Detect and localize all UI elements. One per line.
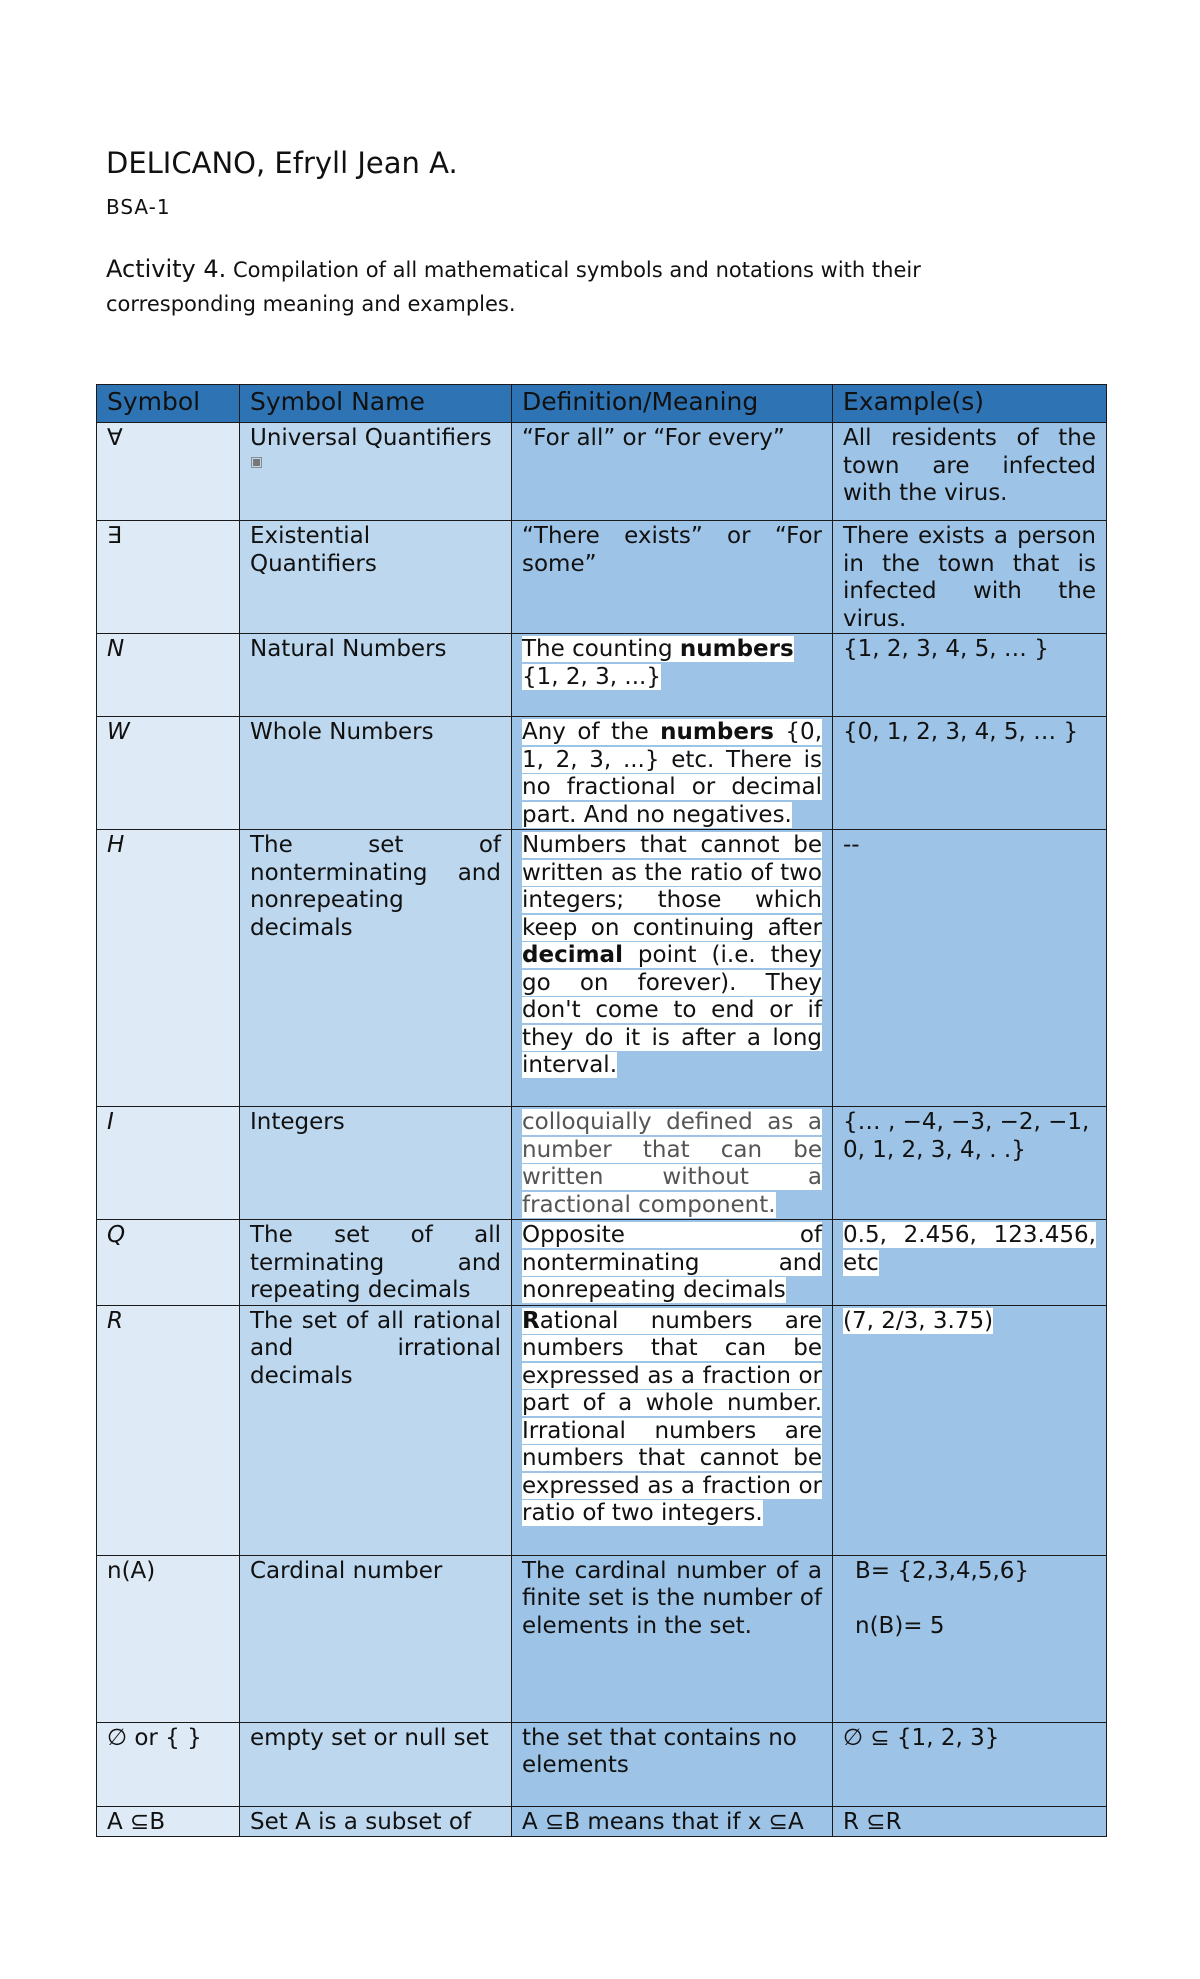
example-text: 0.5, 2.456, 123.456, etc xyxy=(843,1222,1096,1276)
table-row xyxy=(97,521,1107,634)
table-row xyxy=(97,1722,1107,1806)
cell-definition xyxy=(512,717,833,830)
cell-symbol-name: empty set or null set xyxy=(240,1722,512,1806)
activity-label: Activity 4. xyxy=(106,255,227,283)
cell-example: All residents of the town are infected with the virus. xyxy=(833,423,1107,521)
cell-symbol: A ⊆B xyxy=(97,1806,240,1837)
definition-part: ational numbers are numbers that can be expressed as a fraction or part of a whole number. Irrational numbers are numbers that cannot be expressed as a fraction or ratio of two integers. xyxy=(522,1307,822,1526)
definition-part: {1, 2, 3, ...} xyxy=(522,663,661,690)
cell-symbol-name: The set of all terminating and repeating decimals xyxy=(240,1220,512,1306)
cell-symbol: Q xyxy=(97,1220,240,1306)
cell-example xyxy=(833,1305,1107,1555)
cell-symbol-name: Integers xyxy=(240,1107,512,1220)
definition-text: colloquially defined as a number that can be written without a fractional component. xyxy=(522,1109,822,1218)
definition-bold: decimal xyxy=(522,942,623,968)
header-examples: Example(s) xyxy=(833,385,1107,423)
header-definition: Definition/Meaning xyxy=(512,385,833,423)
cell-definition: The cardinal number of a finite set is the number of elements in the set. xyxy=(512,1555,833,1722)
cell-symbol-name xyxy=(240,423,512,521)
cell-symbol: R xyxy=(97,1305,240,1555)
cell-definition: A ⊆B means that if x ⊆A xyxy=(512,1806,833,1837)
cell-symbol-name: Cardinal number xyxy=(240,1555,512,1722)
cell-example: {1, 2, 3, 4, 5, … } xyxy=(833,634,1107,717)
symbols-table xyxy=(96,384,1107,1837)
cell-symbol: n(A) xyxy=(97,1555,240,1722)
definition-bold: R xyxy=(522,1307,540,1334)
cell-definition xyxy=(512,1220,833,1306)
table-row xyxy=(97,830,1107,1107)
cell-definition xyxy=(512,1107,833,1220)
cell-symbol: N xyxy=(97,634,240,717)
cell-definition: the set that contains no elements xyxy=(512,1722,833,1806)
cell-example: R ⊆R xyxy=(833,1806,1107,1837)
cell-example xyxy=(833,1220,1107,1306)
table-row xyxy=(97,1305,1107,1555)
cell-symbol-name: Set A is a subset of xyxy=(240,1806,512,1837)
table-row xyxy=(97,423,1107,521)
cell-symbol-name-text: Universal Quantifiers xyxy=(250,425,492,451)
cell-definition: “For all” or “For every” xyxy=(512,423,833,521)
activity-instructions xyxy=(106,252,986,321)
cell-definition: “There exists” or “For some” xyxy=(512,521,833,634)
table-row xyxy=(97,1107,1107,1220)
definition-part: {0, 1, 2, 3, ...} etc. There is no fractional or decimal part. And no negatives. xyxy=(522,719,823,828)
cell-example xyxy=(833,1555,1107,1722)
student-course: BSA-1 xyxy=(106,194,171,219)
example-line: n(B)= 5 xyxy=(855,1612,945,1639)
header-symbol-name: Symbol Name xyxy=(240,385,512,423)
cell-symbol: ∃ xyxy=(97,521,240,634)
cell-symbol: ∅ or { } xyxy=(97,1722,240,1806)
table-row xyxy=(97,717,1107,830)
definition-part: The counting xyxy=(522,636,680,662)
definition-part: point (i.e. they go on forever). They don't come to end or if they do it is after a long interval. xyxy=(522,942,822,1078)
cell-definition xyxy=(512,634,833,717)
cell-symbol-name: Whole Numbers xyxy=(240,717,512,830)
table-row xyxy=(97,1806,1107,1837)
table-row xyxy=(97,1555,1107,1722)
cell-example: {… , −4, −3, −2, −1, 0, 1, 2, 3, 4, . .} xyxy=(833,1107,1107,1220)
table-header-row xyxy=(97,385,1107,423)
definition-bold: numbers xyxy=(660,719,774,745)
cell-symbol-name: Natural Numbers xyxy=(240,634,512,717)
cell-symbol: W xyxy=(97,717,240,830)
cell-example: -- xyxy=(833,830,1107,1107)
cell-symbol: I xyxy=(97,1107,240,1220)
cell-symbol-name: The set of all rational and irrational decimals xyxy=(240,1305,512,1555)
cell-symbol: ∀ xyxy=(97,423,240,521)
cell-definition xyxy=(512,1305,833,1555)
cell-example: There exists a person in the town that is infected with the virus. xyxy=(833,521,1107,634)
activity-text: Compilation of all mathematical symbols and notations with their corresponding meaning and examples. xyxy=(106,258,921,316)
cell-symbol: H xyxy=(97,830,240,1107)
definition-text: Opposite of nonterminating and nonrepeating decimals xyxy=(522,1222,822,1303)
definition-part: Any of the xyxy=(522,719,661,745)
example-line: B= {2,3,4,5,6} xyxy=(855,1557,1030,1584)
example-text: (7, 2/3, 3.75) xyxy=(843,1307,994,1334)
header-symbol: Symbol xyxy=(97,385,240,423)
cell-example: {0, 1, 2, 3, 4, 5, … } xyxy=(833,717,1107,830)
cell-symbol-name: The set of nonterminating and nonrepeating decimals xyxy=(240,830,512,1107)
cell-definition xyxy=(512,830,833,1107)
cell-example: ∅ ⊆ {1, 2, 3} xyxy=(833,1722,1107,1806)
cell-symbol-name: Existential Quantifiers xyxy=(240,521,512,634)
embedded-object-icon: ▣ xyxy=(250,453,264,470)
table-row xyxy=(97,1220,1107,1306)
student-name: DELICANO, Efryll Jean A. xyxy=(106,146,458,180)
definition-bold: numbers xyxy=(679,636,794,662)
document-header xyxy=(106,146,458,219)
table-row xyxy=(97,634,1107,717)
definition-part: Numbers that cannot be written as the ratio of two integers; those which keep on continuing after xyxy=(522,832,822,941)
